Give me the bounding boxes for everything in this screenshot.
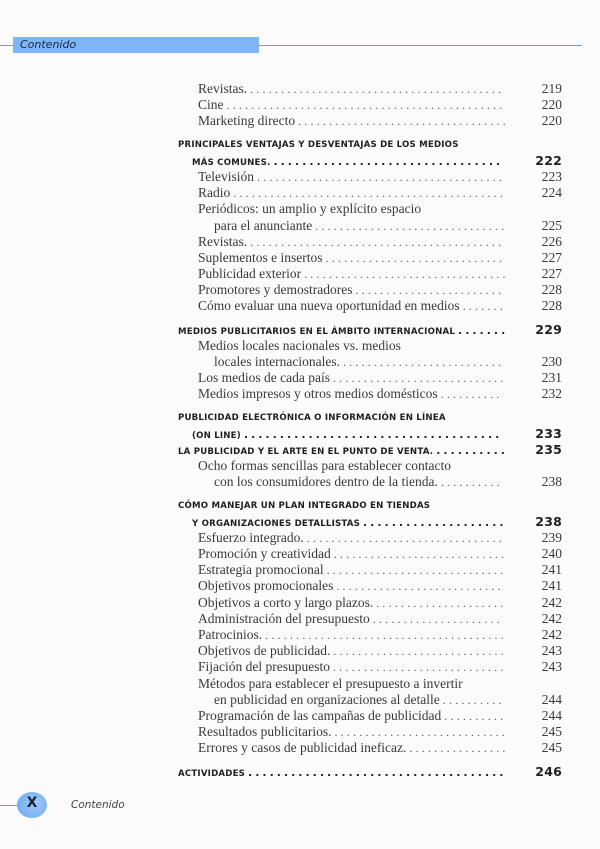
- toc-entry-title: Periódicos: un amplio y explícito espacio: [198, 201, 422, 217]
- toc-page-number: 239: [541, 529, 562, 545]
- dot-leader: ................................: [273, 154, 504, 168]
- toc-page-number: 220: [541, 113, 562, 129]
- toc-page-number: 245: [541, 740, 562, 756]
- toc-page-number: 220: [541, 97, 562, 113]
- dot-leader: .....................: [376, 595, 507, 610]
- toc-entry-title: Promoción y creatividad: [198, 546, 331, 562]
- toc-entry-title: Revistas.: [198, 81, 248, 96]
- toc-section-heading: [0, 442, 562, 458]
- toc-section-heading: [0, 764, 562, 780]
- toc-page-number: 242: [541, 627, 562, 642]
- dot-leader: ....................................: [243, 427, 503, 441]
- toc-entry: [0, 338, 562, 354]
- toc-entry-title: Revistas.: [198, 233, 248, 249]
- toc-entry: [0, 386, 562, 402]
- toc-entry-title: Objetivos a corto y largo plazos.: [198, 594, 374, 610]
- toc-page-number: 244: [541, 707, 562, 723]
- toc-page-number: 242: [541, 594, 562, 610]
- running-footer: Contenido: [71, 799, 125, 811]
- toc-entry-title: Los medios de cada país: [198, 370, 330, 386]
- dot-leader: ..........: [444, 708, 507, 723]
- dot-leader: ..................................: [298, 114, 509, 129]
- dot-leader: ....................................: [248, 765, 507, 779]
- toc-entry: [0, 692, 562, 708]
- toc-entry: [0, 627, 562, 643]
- toc-entry-title: Métodos para establecer el presupuesto a invertir: [198, 675, 463, 691]
- toc-entry: [0, 676, 562, 692]
- toc-entry: [0, 97, 562, 113]
- toc-entry-title: Publicidad exterior: [198, 266, 302, 282]
- dot-leader: ............................: [334, 725, 509, 740]
- dot-leader: ...........................: [336, 579, 504, 594]
- toc-entry: [0, 266, 562, 282]
- dot-leader: ..........: [442, 692, 505, 707]
- dot-leader: .......: [462, 299, 507, 314]
- toc-section-heading: [0, 498, 562, 514]
- toc-entry-title: Esfuerzo integrado.: [198, 529, 304, 545]
- toc-entry: [0, 113, 562, 129]
- dot-leader: .................................: [304, 267, 509, 282]
- toc-entry-title: CÓMO MANEJAR UN PLAN INTEGRADO EN TIENDAS: [178, 500, 431, 511]
- toc-entry: [0, 643, 562, 659]
- toc-page-number: 224: [541, 185, 562, 201]
- dot-leader: ............................: [333, 644, 507, 659]
- toc-entry-title: con los consumidores dentro de la tienda.: [214, 474, 438, 490]
- toc-entry-title: Suplementos e insertos: [198, 249, 323, 265]
- toc-entry-title: locales internacionales.: [214, 354, 340, 369]
- toc-entry: [0, 724, 562, 740]
- toc-entry-title: Medios locales nacionales vs. medios: [198, 337, 401, 353]
- toc-entry: [0, 250, 562, 266]
- dot-leader: ............................................: [233, 186, 507, 201]
- dot-leader: ................................: [306, 530, 506, 545]
- toc-entry: [0, 595, 562, 611]
- dot-leader: ............................: [332, 371, 507, 386]
- toc-section-heading: [0, 153, 562, 169]
- toc-page-number: 226: [541, 233, 562, 249]
- toc-entry-title: MEDIOS PUBLICITARIOS EN EL ÁMBITO INTERNACIONAL: [178, 326, 456, 337]
- toc-entry: [0, 370, 562, 386]
- toc-entry-title: Errores y casos de publicidad ineficaz.: [198, 740, 407, 756]
- toc-entry-title: Radio: [198, 185, 231, 201]
- toc-entry: [0, 185, 562, 201]
- dot-leader: .......: [458, 323, 509, 337]
- toc-page-number: 228: [541, 282, 562, 298]
- dot-leader: .....................: [372, 611, 503, 626]
- toc-page-number: 238: [535, 513, 562, 529]
- toc-entry-title: PUBLICIDAD ELECTRÓNICA O INFORMACIÓN EN LÍNEA: [178, 412, 446, 423]
- toc-entry: [0, 298, 562, 314]
- toc-page-number: 225: [541, 217, 562, 233]
- dot-leader: ...............................: [315, 218, 508, 233]
- toc-entry-title: Fijación del presupuesto: [198, 659, 330, 675]
- toc-entry: [0, 530, 562, 546]
- toc-entry-title: Televisión: [198, 168, 255, 184]
- toc-entry: [0, 562, 562, 578]
- toc-entry-title: en publicidad en organizaciones al detalle: [214, 691, 440, 707]
- dot-leader: ..........: [440, 387, 503, 402]
- dot-leader: ..........: [440, 475, 503, 490]
- toc-entry: [0, 474, 562, 490]
- dot-leader: ........................................: [257, 169, 506, 184]
- toc-entry-title: Promotores y demostradores: [198, 282, 353, 298]
- toc-entry-title: Marketing directo: [198, 113, 296, 129]
- toc-entry-title: para el anunciante: [214, 217, 313, 233]
- toc-page-number: 222: [535, 152, 562, 168]
- toc-section-heading: [0, 410, 562, 426]
- toc-entry: [0, 578, 562, 594]
- toc-page-number: 229: [535, 321, 562, 337]
- toc-entry-title: Programación de las campañas de publicidad: [198, 707, 442, 723]
- toc-page-number: 244: [541, 691, 562, 707]
- dot-leader: ..........: [436, 443, 508, 457]
- toc-entry: [0, 458, 562, 474]
- page-number: X: [26, 795, 38, 811]
- toc-entry-title: Objetivos de publicidad.: [198, 643, 331, 659]
- toc-page-number: 231: [541, 370, 562, 386]
- toc-section-heading: [0, 137, 562, 153]
- toc-entry-title: Medios impresos y otros medios domésticos: [198, 386, 438, 402]
- dot-leader: .........................................: [250, 234, 505, 249]
- toc-page-number: 233: [535, 425, 562, 441]
- toc-page-number: 219: [541, 81, 562, 96]
- running-header: Contenido: [20, 38, 77, 51]
- toc-entry-title: Administración del presupuesto: [198, 610, 370, 626]
- toc-page-number: 223: [541, 168, 562, 184]
- toc-entry-title: Y ORGANIZACIONES DETALLISTAS: [192, 518, 360, 529]
- toc-entry: [0, 354, 562, 370]
- toc-page-number: 241: [541, 578, 562, 594]
- toc-page-number: 246: [535, 763, 562, 779]
- dot-leader: ................: [409, 741, 509, 756]
- toc-entry-title: Cine: [198, 97, 224, 113]
- toc-entry: [0, 708, 562, 724]
- toc-entry-title: ACTIVIDADES: [178, 768, 246, 779]
- toc-entry-title: PRINCIPALES VENTAJAS Y DESVENTAJAS DE LOS MEDIOS: [178, 139, 459, 150]
- toc-entry-title: Estrategia promocional: [198, 562, 324, 578]
- toc-entry: [0, 201, 562, 217]
- dot-leader: .........................................: [250, 82, 505, 96]
- dot-leader: .......................................: [265, 628, 507, 642]
- toc-entry-title: Objetivos promocionales: [198, 578, 334, 594]
- toc-entry-title: Cómo evaluar una nueva oportunidad en medios: [198, 298, 460, 314]
- toc-entry: [0, 611, 562, 627]
- toc-entry-title: Patrocinios.: [198, 627, 263, 642]
- toc-entry-title: Ocho formas sencillas para establecer contacto: [198, 458, 452, 474]
- toc-entry-title: LA PUBLICIDAD Y EL ARTE EN EL PUNTO DE VENTA.: [178, 446, 434, 457]
- dot-leader: .............................: [326, 563, 507, 578]
- toc-entry: [0, 81, 562, 97]
- toc-section-heading: [0, 514, 562, 530]
- toc-page-number: 227: [541, 266, 562, 282]
- toc-page-number: 232: [541, 386, 562, 402]
- dot-leader: ........................: [355, 283, 505, 298]
- toc-page-number: 230: [541, 354, 562, 369]
- toc-page-number: 243: [541, 643, 562, 659]
- toc-page-number: 227: [541, 249, 562, 265]
- toc-entry: [0, 218, 562, 234]
- toc-page-number: 242: [541, 610, 562, 626]
- toc-entry: [0, 234, 562, 250]
- toc-page-number: 245: [541, 724, 562, 740]
- toc-entry-title: MÁS COMUNES.: [192, 157, 271, 168]
- toc-page-number: 228: [541, 298, 562, 314]
- toc-entry-title: Resultados publicitarios.: [198, 724, 332, 740]
- toc-section-heading: [0, 426, 562, 442]
- toc-page-number: 240: [541, 546, 562, 562]
- toc-entry: [0, 659, 562, 675]
- toc-page-number: 238: [541, 474, 562, 490]
- dot-leader: ....................: [363, 515, 507, 529]
- toc-entry-title: (ON LINE): [192, 430, 241, 441]
- table-of-contents: [0, 81, 600, 780]
- toc-page-number: 243: [541, 659, 562, 675]
- dot-leader: ............................: [332, 660, 507, 675]
- dot-leader: ..........................: [342, 355, 505, 369]
- dot-leader: .............................: [325, 250, 506, 265]
- toc-page-number: 235: [535, 441, 562, 457]
- toc-section-heading: [0, 322, 562, 338]
- toc-entry: [0, 740, 562, 756]
- dot-leader: ............................: [333, 547, 508, 562]
- toc-entry: [0, 169, 562, 185]
- dot-leader: .............................................: [226, 98, 506, 113]
- toc-entry: [0, 546, 562, 562]
- toc-entry: [0, 282, 562, 298]
- toc-page-number: 241: [541, 562, 562, 578]
